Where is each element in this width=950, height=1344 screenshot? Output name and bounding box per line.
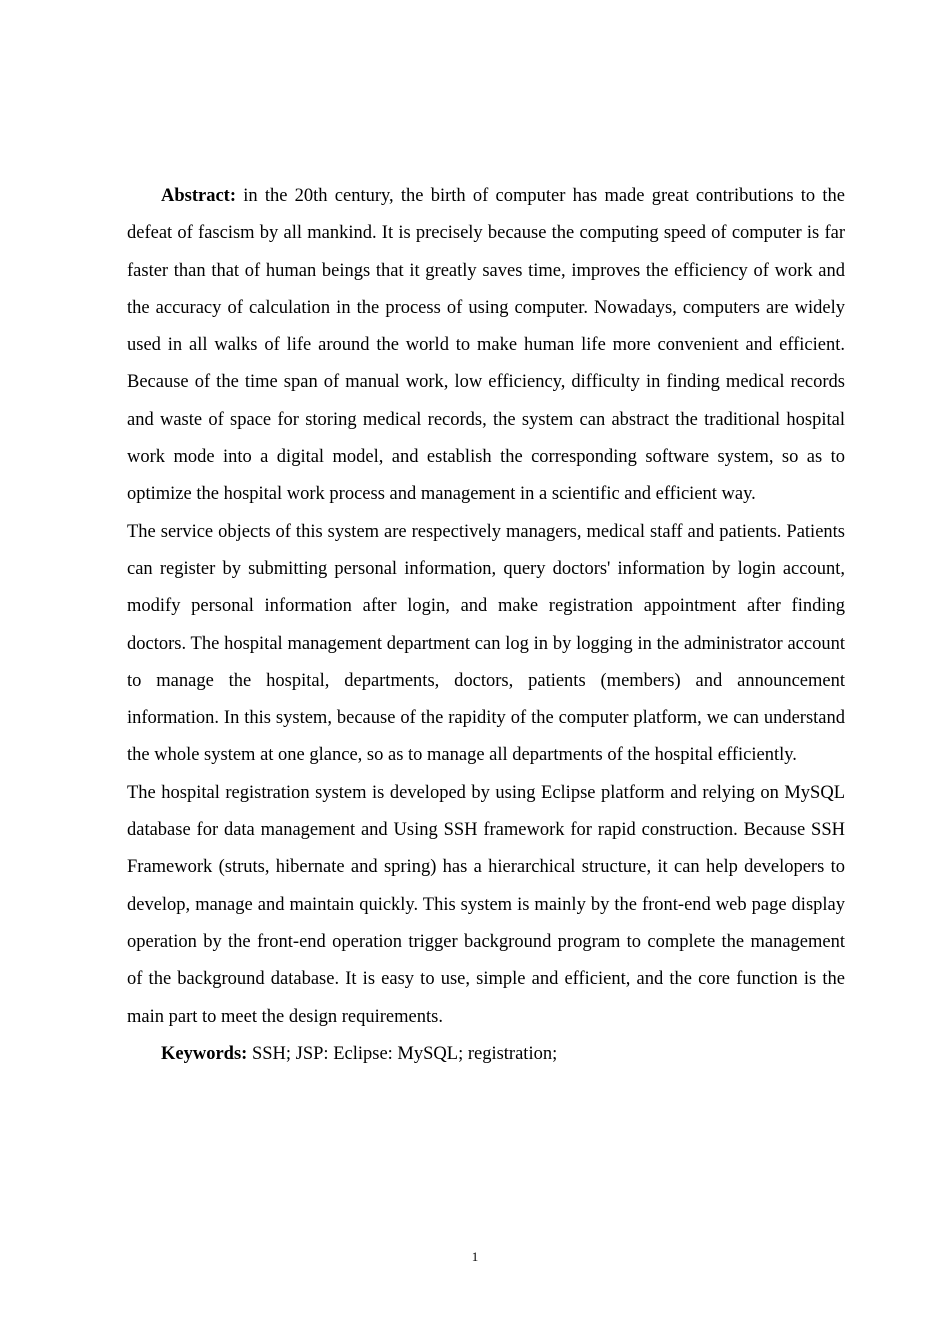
- page-number: 1: [471, 1249, 479, 1264]
- body-paragraph-development: The hospital registration system is developed by using Eclipse platform and relying on MySQL database for data management and Using SSH framework for rapid construction. Because SSH Framework (struts, hibernate and spring) has a hierarchical structure, it can help developers to develop, manage and maintain quickly. This system is mainly by the front-end web page display operation by the front-end operation trigger background program to complete the management of the background database. It is easy to use, simple and efficient, and the core function is the main part to meet the design requirements.: [127, 782, 845, 1027]
- keywords-text: SSH; JSP: Eclipse: MySQL; registration;: [247, 1043, 558, 1064]
- abstract-paragraph: [127, 178, 845, 514]
- document-page: [127, 178, 845, 1073]
- keywords-paragraph: [127, 1036, 845, 1073]
- abstract-text: in the 20th century, the birth of computer has made great contributions to the defeat of fascism by all mankind. It is precisely because the computing speed of computer is far faster than that of human beings that it greatly saves time, improves the efficiency of work and the accuracy of calculation in the process of using computer. Nowadays, computers are widely used in all walks of life around the world to make human life more convenient and efficient. Because of the time span of manual work, low efficiency, difficulty in finding medical records and waste of space for storing medical records, the system can abstract the traditional hospital work mode into a digital model, and establish the corresponding software system, so as to optimize the hospital work process and management in a scientific and efficient way.: [127, 186, 845, 505]
- keywords-label: Keywords:: [161, 1043, 248, 1064]
- body-paragraph-service-objects: The service objects of this system are respectively managers, medical staff and patients. Patients can register by submitting personal information, query doctors' information by login account, modify personal information after login, and make registration appointment after finding doctors. The hospital management department can log in by logging in the administrator account to manage the hospital, departments, doctors, patients (members) and announcement information. In this system, because of the rapidity of the computer platform, we can understand the whole system at one glance, so as to manage all departments of the hospital efficiently.: [127, 521, 845, 766]
- abstract-label: Abstract:: [161, 186, 237, 206]
